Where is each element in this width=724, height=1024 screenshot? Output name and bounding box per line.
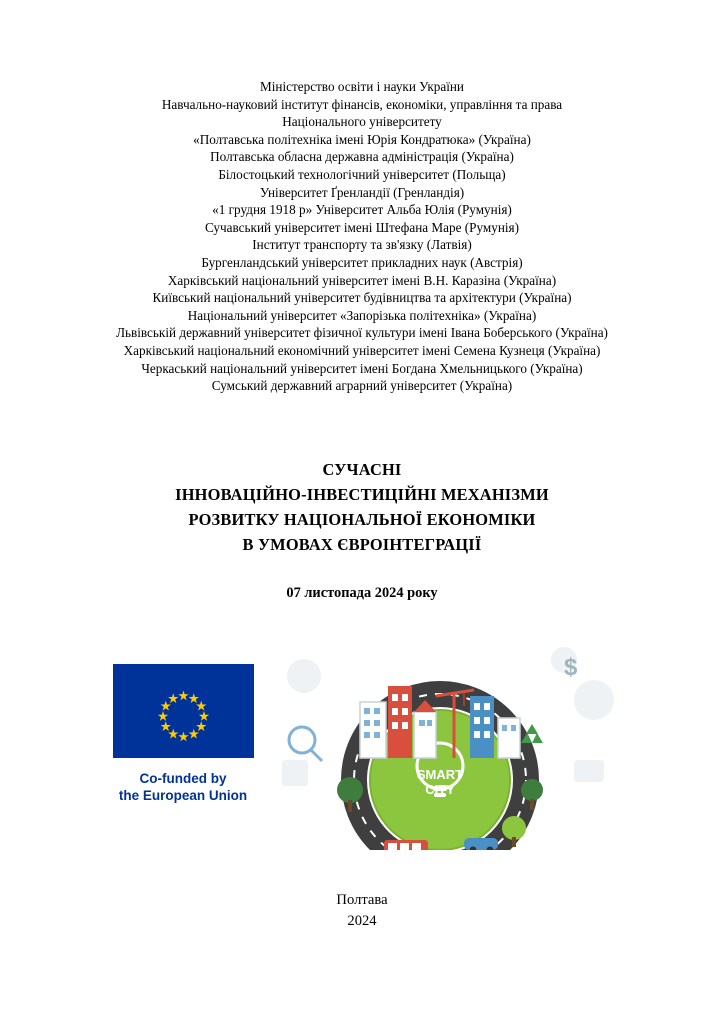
organization-line: Сумський державний аграрний університет (Україна) — [211, 378, 513, 394]
title-line-1: СУЧАСНІ — [322, 459, 402, 479]
title-line-3: РОЗВИТКУ НАЦІОНАЛЬНОЇ ЕКОНОМІКИ — [188, 509, 536, 529]
page-title — [62, 457, 662, 557]
organizations-list — [62, 78, 662, 395]
title-line-2: ІННОВАЦІЙНО-ІНВЕСТИЦІЙНІ МЕХАНІЗМИ — [175, 484, 549, 504]
smart-city-illustration — [264, 640, 616, 850]
organization-line: Національний університет «Запорізька політехніка» (Україна) — [187, 307, 537, 323]
eu-caption-line-2: the European Union — [118, 787, 248, 803]
eu-emblem — [108, 664, 258, 804]
organization-line: Навчально-науковий інститут фінансів, економіки, управління та права — [161, 96, 563, 112]
event-date: 07 листопада 2024 року — [286, 584, 438, 601]
organization-line: Черкаський національний університет імені Богдана Хмельницького (Україна) — [141, 360, 583, 376]
organization-line: Національного університету — [282, 114, 442, 130]
organization-line: Сучавський університет імені Штефана Маре (Румунія) — [204, 219, 520, 235]
organization-line: Львівській державний університет фізичної культури імені Івана Боберського (Україна) — [116, 325, 608, 341]
year: 2024 — [347, 913, 377, 929]
city-name: Полтава — [336, 892, 388, 908]
organization-line: «1 грудня 1918 р» Університет Альба Юлія (Румунія) — [212, 202, 512, 218]
organization-line: «Полтавська політехніка імені Юрія Кондратюка» (Україна) — [193, 131, 531, 147]
eu-caption-line-1: Co-funded by — [139, 770, 227, 786]
eu-flag-icon — [113, 664, 254, 758]
organization-line: Бургенландський університет прикладних наук (Австрія) — [201, 254, 523, 270]
organization-line: Міністерство освіти і науки України — [260, 79, 464, 94]
title-line-4: В УМОВАХ ЄВРОІНТЕГРАЦІЇ — [242, 534, 482, 554]
organization-line: Київський національний університет будівництва та архітектури (Україна) — [152, 290, 572, 306]
city-label: CITY — [425, 781, 455, 797]
eu-stars-icon — [113, 664, 254, 758]
organization-line: Білостоцький технологічний університет (Польща) — [218, 166, 506, 182]
organization-line: Харківський національний економічний університет імені Семена Кузнеця (Україна) — [123, 342, 601, 358]
smart-city-graphic-icon — [264, 640, 616, 850]
organization-line: Університет Ґренландії (Гренландія) — [259, 184, 465, 200]
organization-line: Харківський національний університет імені В.Н. Каразіна (Україна) — [167, 272, 557, 288]
organization-line: Інститут транспорту та зв'язку (Латвія) — [252, 237, 472, 253]
smart-label: SMART — [416, 766, 464, 782]
svg-text:$: $ — [564, 653, 578, 681]
organization-line: Полтавська обласна державна адміністрація (Україна) — [210, 149, 514, 165]
graphics-row — [62, 640, 662, 850]
eu-caption — [119, 770, 247, 804]
imprint — [0, 890, 724, 932]
